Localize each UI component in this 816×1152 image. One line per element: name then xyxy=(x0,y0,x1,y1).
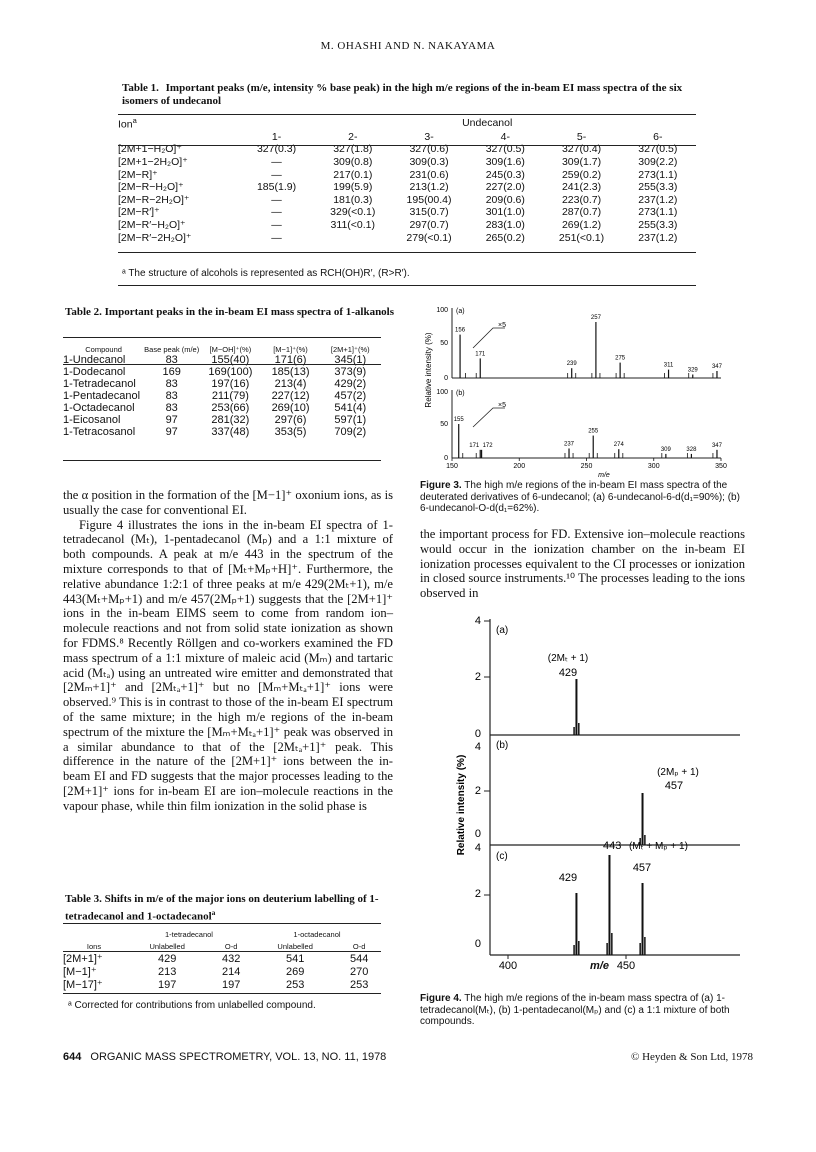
fig4b-panel-label: (b) xyxy=(496,740,509,751)
fig3a-peak-label: 311 xyxy=(663,362,674,369)
footer-copyright: © Heyden & Son Ltd, 1978 xyxy=(630,1051,753,1063)
table3-top-rule xyxy=(63,923,381,924)
fig3a-ytick-50: 50 xyxy=(440,340,448,347)
table1-value-cell: 309(1.7) xyxy=(561,155,602,168)
fig3b-ytick-100: 100 xyxy=(436,389,448,396)
table3-header-rule xyxy=(63,951,381,952)
figure3-caption-text: The high m/e regions of the in-beam EI mass spectra of the deuterated derivatives of 6-undecanol; (a) 6-undecanol-6-d(d₁=90%); (b) 6-undecanol-O-d(d₁=62%). xyxy=(420,480,740,514)
table3-row xyxy=(63,978,381,991)
fig3b-peak-label: 255 xyxy=(588,428,599,435)
table1-group-header: Undecanol xyxy=(462,117,513,130)
fig3b-panel-label: (b) xyxy=(456,390,465,397)
fig3b-ytick-0: 0 xyxy=(444,455,448,462)
fig3b-zoom-label: ×5 xyxy=(498,402,506,409)
fig3b-ytick-50: 50 xyxy=(440,421,448,428)
table1-value-cell: 195(00.4) xyxy=(406,193,452,206)
fig4a-ytick-4: 4 xyxy=(474,615,481,627)
table1-value-cell: 309(0.3) xyxy=(409,155,449,168)
fig3b-peak-label: 237 xyxy=(564,441,575,448)
fig3a-peak-label: 171 xyxy=(475,351,486,358)
fig4-xtick-450: 450 xyxy=(616,960,636,972)
fig4a-annotation: (2Mₜ + 1) xyxy=(547,653,589,664)
fig4c-panel-label: (c) xyxy=(496,851,508,862)
table3-cell: 541 xyxy=(285,952,305,965)
table1-value-cell: 223(0.7) xyxy=(561,193,602,206)
table3-cell: [2M+1]⁺ xyxy=(63,953,103,965)
fig4c-peak-label-457: 457 xyxy=(632,862,652,874)
table3-cell: [M−1]⁺ xyxy=(63,966,97,978)
table1-title xyxy=(122,82,702,108)
table3-cell: 197 xyxy=(157,978,177,991)
table2-cell: 171(6) xyxy=(274,354,307,366)
table3-cell: 253 xyxy=(349,978,369,991)
table1-ion-cell: [2M+1−H₂O]⁺ xyxy=(118,143,182,156)
table1-ion-cell: [2M+1−2H₂O]⁺ xyxy=(118,155,188,168)
table2-cell: 169 xyxy=(162,366,181,378)
fig4b-ytick-0: 0 xyxy=(474,828,481,840)
table1-value-cell: 327(0.5) xyxy=(485,143,525,156)
table3-cell: 213 xyxy=(157,965,177,978)
fig4c-annotation: (Mₜ + Mₚ + 1) xyxy=(629,841,688,852)
table2-cell: 185(13) xyxy=(271,366,310,378)
body-right-column: the important process for FD. Extensive ion–molecule reactions would occur in the ionization chamber on the in-beam EI ionization processes equivalent to the CI processes or ionization in closed source instruments.¹⁰ The processes leading to the ions observed in xyxy=(420,527,745,601)
table2-cell: 97 xyxy=(165,414,178,426)
table3-cell: 253 xyxy=(285,978,305,991)
table1-value-cell: 279(<0.1) xyxy=(406,231,452,244)
running-header: M. OHASHI AND N. NAKAYAMA xyxy=(320,40,496,52)
fig3b-peak-label: 328 xyxy=(686,446,697,453)
fig4-xlabel: m/e xyxy=(590,960,609,972)
table1-value-cell: 297(0.7) xyxy=(409,218,449,231)
table1-row xyxy=(118,219,696,232)
fig3a-panel-label: (a) xyxy=(456,308,465,315)
table1-value-cell: 269(1.2) xyxy=(561,218,602,231)
table2-cell: 227(12) xyxy=(271,390,310,402)
table1-row xyxy=(118,231,696,244)
table2-cell: 429(2) xyxy=(334,378,367,390)
table3-group2: 1-octadecanol xyxy=(293,929,341,939)
table1-bottom-rule xyxy=(118,252,696,253)
fig4b-peak-label: 457 xyxy=(664,780,684,792)
table3 xyxy=(63,928,381,991)
fig4c-ytick-4: 4 xyxy=(474,842,481,854)
table2-cell: 353(5) xyxy=(274,426,307,438)
table1-value-cell: 311(<0.1) xyxy=(330,218,376,231)
footer xyxy=(63,1051,753,1063)
table2-cell: 211(79) xyxy=(211,390,249,402)
fig3b-peak-label: 309 xyxy=(660,446,671,453)
table1-value-cell: 327(1.8) xyxy=(333,143,373,156)
table3-cell: 270 xyxy=(349,965,369,978)
table1: Ion$^a$ Undecanol 1- 2- 3- 4- 5- 6- [2M+1−H₂O]⁺ 327(0.3) 327(1.8) 327(0.6) 327(0.5) 327(0.4) 327(0.5) [2M+1−2H₂O]⁺ — 309(0.8) 309(0.3) 309(1.6) 309(1.7) 309(2.2) [2M−R]⁺ — 217(0.1) 231(0.6) 245(0.3) 259(0.2) 273(1.1) [2M−R−H₂O]⁺ 185(1.9) 199(5.9) 213(1.2) 227(2.0) 241(2.3) 255(3.3) [2M−R−2H₂O]⁺ — 181(0.3) 195(00.4) 209(0.6) 223(0.7) 237(1.2) [2M−R′]⁺ — 329(<0.1) 315(0.7) 301(1.0) 287(0.7) 273(1.1) [2M−R′−H₂O]⁺ — 311(<0.1) 297(0.7) 283(1.0) 269(1.2) 255(3.3) [2M−R′−2H₂O]⁺ — 279(<0.1) 265(0.2) 251(<0.1) 237(1.2) xyxy=(118,116,696,244)
table3-colhead: Unlabelled xyxy=(277,941,313,951)
fig4a-ytick-2: 2 xyxy=(474,671,481,683)
fig4c-ytick-2: 2 xyxy=(474,888,481,900)
table1-value-cell: 209(0.6) xyxy=(485,193,525,206)
table1-value-cell: 315(0.7) xyxy=(409,206,449,219)
table2-colhead: [M−OH]⁺(%) xyxy=(209,345,252,354)
table3-row xyxy=(63,952,381,965)
table1-value-cell: 237(1.2) xyxy=(638,193,678,206)
table1-ion-cell: [2M−R−H₂O]⁺ xyxy=(118,181,184,194)
table2-cell: 337(48) xyxy=(211,426,250,438)
table2-colhead: [M−1]⁺(%) xyxy=(273,345,308,354)
table2-cell: 155(40) xyxy=(211,354,250,366)
body-left-para-1: the α position in the formation of the [M−1]⁺ oxonium ions, as is usually the case for conventional EI. xyxy=(63,488,393,517)
fig3a-peak-label: 275 xyxy=(615,355,626,362)
table1-value-cell: 259(0.2) xyxy=(561,168,602,181)
table2-caption: Important peaks in the in-beam EI mass spectra of 1-alkanols xyxy=(104,306,395,318)
figure4-caption xyxy=(420,993,745,1028)
table2-cell: 1-Octadecanol xyxy=(63,402,135,414)
figure4 xyxy=(420,605,750,975)
table2-cell: 83 xyxy=(165,402,178,414)
table2-row xyxy=(63,414,381,426)
table2-cell: 83 xyxy=(165,354,178,366)
fig3-xtick-label: 150 xyxy=(446,463,458,470)
body-left-column xyxy=(63,488,393,814)
table1-value-cell: 213(1.2) xyxy=(409,181,449,194)
table3-title: Table 3. Shifts in m/e of the major ions on deuterium labelling of 1-tetradecanol and 1-octadecanol$^a$ xyxy=(65,893,379,923)
fig4b-ytick-2: 2 xyxy=(474,785,481,797)
table3-cell: 432 xyxy=(221,952,241,965)
table1-ion-cell: [2M−R′−H₂O]⁺ xyxy=(118,218,186,231)
table2-row xyxy=(63,366,381,378)
table1-colhead: 4- xyxy=(500,130,510,143)
table1-value-cell: 181(0.3) xyxy=(333,193,373,206)
figure4-caption-text: The high m/e regions of the in-beam mass spectra of (a) 1-tetradecanol(Mₜ), (b) 1-pentadecanol(Mₚ) and (c) a 1:1 mixture of both compounds. xyxy=(420,993,730,1027)
table2-colhead: Base peak (m/e) xyxy=(144,345,200,354)
fig3a-peak-label: 329 xyxy=(687,367,698,374)
table1-row xyxy=(118,181,696,194)
table1-value-cell: 217(0.1) xyxy=(333,168,373,181)
table1-row xyxy=(118,168,696,181)
table1-value-cell: 273(1.1) xyxy=(638,168,678,181)
table1-value-cell: 327(0.6) xyxy=(409,143,449,156)
table2-cell: 1-Dodecanol xyxy=(63,366,126,378)
fig4c-ytick-0: 0 xyxy=(474,938,481,950)
figure3 xyxy=(415,300,755,480)
table1-value-cell: 265(0.2) xyxy=(485,231,525,244)
table2-colhead: [2M+1]⁺(%) xyxy=(330,345,370,354)
table2-cell: 281(32) xyxy=(211,414,250,426)
table2-cell: 1-Eicosanol xyxy=(63,414,121,426)
fig4-ylabel: Relative intensity (%) xyxy=(456,754,467,856)
table1-value-cell: 301(1.0) xyxy=(485,206,525,219)
table2-cell: 1-Pentadecanol xyxy=(63,390,141,402)
table2-cell: 457(2) xyxy=(334,390,367,402)
fig3b-peak-label: 171 xyxy=(469,442,480,449)
table2-cell: 83 xyxy=(165,390,178,402)
fig3a-peak-label: 156 xyxy=(455,327,466,334)
table2-cell: 197(16) xyxy=(211,378,250,390)
table1-value-cell: 273(1.1) xyxy=(638,206,678,219)
table2-title xyxy=(65,306,395,319)
table1-value-cell: 227(2.0) xyxy=(485,181,525,194)
table2-header-rule xyxy=(63,364,381,365)
table3-cell: 197 xyxy=(221,978,241,991)
fig3a-zoom-label: ×5 xyxy=(498,322,506,329)
table1-colhead: 1- xyxy=(271,130,282,143)
table1-label: Table 1. xyxy=(122,82,159,94)
table1-value-cell: 237(1.2) xyxy=(638,231,678,244)
footer-page-number: 644 xyxy=(63,1051,82,1063)
table2 xyxy=(63,342,381,438)
fig3-xtick-label: 300 xyxy=(647,463,660,470)
table1-value-cell: 231(0.6) xyxy=(409,168,449,181)
table1-value-cell: 287(0.7) xyxy=(561,206,602,219)
table1-row xyxy=(118,156,696,169)
table2-cell: 1-Undecanol xyxy=(63,354,126,366)
figure3-caption xyxy=(420,480,745,515)
table1-value-cell xyxy=(315,231,391,244)
table1-value-cell: 309(0.8) xyxy=(333,155,373,168)
figure3-caption-label: Figure 3. xyxy=(420,480,462,491)
table3-cell: 269 xyxy=(285,965,305,978)
table2-row xyxy=(63,426,381,438)
fig3a-ytick-0: 0 xyxy=(444,375,448,382)
fig3a-peak-label: 257 xyxy=(590,315,601,321)
table1-value-cell: 245(0.3) xyxy=(485,168,525,181)
fig3b-peak-label: 274 xyxy=(613,442,624,449)
table1-value-cell: — xyxy=(271,218,282,231)
body-left-para-2: Figure 4 illustrates the ions in the in-beam EI spectra of 1-tetradecanol (Mₜ), 1-pentadecanol (Mₚ) and a 1:1 mixture of both compounds. A peak at m/e 443 in the spectrum of the mixture corresponds to that of [Mₜ+Mₚ+H]⁺. Furthermore, the relative abundance 1:2:1 of three peaks at m/e 429(2Mₜ+1), m/e 443(Mₜ+Mₚ+1) and m/e 457(2Mₚ+1) suggests that the [2M+1]⁺ ions in the in-beam EIMS seem to come from random ion–molecule reactions and not from solid state ionization as shown for FDMS.⁸ Recently Röllgen and co-workers examined the FD mass spectrum of a 1:1 mixture of maleic acid (Mₘ) and tartaric acid (Mₜₐ) using an untreated wire emitter and demonstrated that [2Mₘ+1]⁺ and [2Mₜₐ+1]⁺ but no [Mₘ+Mₜₐ+1]⁺ ions were observed.⁹ This is in contrast to those of the in-beam EI spectrum of the same mixture; in the high m/e regions of the in-beam spectrum of the mixture the [Mₘ+Mₜₐ+1]⁺ peak was observed in a similar abundance to that of the [2Mₜₐ+1]⁺ peak. This difference in the nature of the [2M+1]⁺ ions between the in-beam EI and FD suggests that the major processes leading to the [2M+1]⁺ ions for in-beam EI are ion–molecule reactions in the vapour phase, while thin film ionization in the solid phase is xyxy=(63,517,393,813)
table1-value-cell: 327(0.3) xyxy=(256,143,297,156)
table1-value-cell: 255(3.3) xyxy=(638,181,678,194)
table3-colhead: O-d xyxy=(224,941,238,951)
table3-footnote: ᵃ Corrected for contributions from unlabelled compound. xyxy=(68,1000,316,1011)
table3-cell: 544 xyxy=(349,952,369,965)
table2-cell: 1-Tetradecanol xyxy=(63,378,136,390)
fig4c-peak-label-443: 443 xyxy=(603,840,622,852)
table1-value-cell: 309(1.6) xyxy=(485,155,525,168)
table1-top-rule xyxy=(118,114,696,115)
table2-cell: 269(10) xyxy=(271,402,310,414)
table1-footnote: ᵃ The structure of alcohols is represented as RCH(OH)R′, (R>R′). xyxy=(122,268,410,279)
table3-cell: 429 xyxy=(157,952,177,965)
fig3b-peak-label: 172 xyxy=(482,442,493,449)
table2-cell: 297(6) xyxy=(274,414,307,426)
table1-ion-cell: [2M−R′]⁺ xyxy=(118,206,160,219)
fig3-xtick-label: 200 xyxy=(513,463,526,470)
table3-colhead: Unlabelled xyxy=(149,941,185,951)
fig3a-zoom-line xyxy=(473,328,505,348)
table1-value-cell: — xyxy=(271,206,282,219)
table1-caption: Important peaks (m/e, intensity % base peak) in the high m/e regions of the in-beam EI mass spectra of the six isomers of undecanol xyxy=(122,82,683,107)
table2-label: Table 2. xyxy=(65,306,102,318)
fig3b-zoom-line xyxy=(473,408,505,427)
table3-group1: 1-tetradecanol xyxy=(165,929,213,939)
table3-colhead: O-d xyxy=(352,941,366,951)
table3-label: Table 3. xyxy=(65,893,102,905)
fig3-xtick-label: 250 xyxy=(580,463,593,470)
table3-caption: Shifts in m/e of the major ions on deuterium labelling of 1-tetradecanol and 1-octadecanol xyxy=(65,893,379,923)
table2-colhead: Compound xyxy=(85,345,122,354)
table1-ion-header: Ion xyxy=(118,118,133,131)
table2-row xyxy=(63,390,381,402)
fig3-ylabel: Relative intensity (%) xyxy=(424,332,433,408)
table2-row xyxy=(63,378,381,390)
fig4c-peak-label-429: 429 xyxy=(558,872,578,884)
fig3b-peak-label: 155 xyxy=(453,417,464,423)
table2-top-rule xyxy=(63,337,381,338)
table1-value-cell: — xyxy=(271,193,282,206)
table1-ion-cell: [2M−R]⁺ xyxy=(118,168,158,181)
table2-cell: 1-Tetracosanol xyxy=(63,426,136,438)
table1-ion-cell: [2M−R−2H₂O]⁺ xyxy=(118,193,190,206)
table1-value-cell: 255(3.3) xyxy=(638,218,678,231)
table2-cell: 97 xyxy=(165,426,178,438)
table2-cell: 541(4) xyxy=(334,402,367,414)
table3-colhead: Ions xyxy=(86,941,102,951)
table3-cell: 214 xyxy=(221,965,241,978)
table1-row xyxy=(118,206,696,219)
table1-value-cell: 327(0.4) xyxy=(561,143,602,156)
table1-header-rule xyxy=(118,145,696,146)
fig4a-panel-label: (a) xyxy=(496,625,509,636)
table1-value-cell: — xyxy=(271,231,282,244)
table1-value-cell: 283(1.0) xyxy=(485,218,525,231)
fig4a-ytick-0: 0 xyxy=(474,728,481,740)
table1-colhead-spacer xyxy=(118,131,238,144)
table3-cell: [M−17]⁺ xyxy=(63,979,103,991)
table1-footnote-rule xyxy=(118,285,696,286)
table1-value-cell: — xyxy=(271,168,282,181)
table2-bottom-rule xyxy=(63,460,381,461)
table2-cell: 709(2) xyxy=(334,426,367,438)
table2-cell: 83 xyxy=(165,378,178,390)
fig3a-ytick-100: 100 xyxy=(436,307,448,314)
table1-value-cell: 329(<0.1) xyxy=(330,206,376,219)
table1-colhead: 6- xyxy=(653,130,663,143)
table1-value-cell: 251(<0.1) xyxy=(558,231,605,244)
table2-cell: 345(1) xyxy=(334,354,367,366)
fig3a-peak-label: 347 xyxy=(711,364,722,370)
table1-row xyxy=(118,193,696,206)
table2-cell: 373(9) xyxy=(334,366,367,378)
table3-row xyxy=(63,965,381,978)
table2-row xyxy=(63,402,381,414)
fig3b-peak-label: 347 xyxy=(711,442,722,449)
table1-value-cell: 199(5.9) xyxy=(333,181,373,194)
table1-value-cell: 241(2.3) xyxy=(561,181,602,194)
fig3-xtick-label: 350 xyxy=(715,463,727,470)
table1-value-cell: 327(0.5) xyxy=(638,143,678,156)
table1-value-cell: — xyxy=(271,155,282,168)
table2-cell: 169(100) xyxy=(208,366,253,378)
table1-ion-cell: [2M−R′−2H₂O]⁺ xyxy=(118,231,192,244)
table1-colhead: 2- xyxy=(348,130,358,143)
table2-cell: 213(4) xyxy=(274,378,307,390)
fig3-xlabel: m/e xyxy=(598,472,610,479)
footer-journal: ORGANIC MASS SPECTROMETRY, VOL. 13, NO. 11, 1978 xyxy=(90,1051,387,1063)
table2-cell: 253(66) xyxy=(211,402,250,414)
figure4-caption-label: Figure 4. xyxy=(420,993,462,1004)
fig3a-peak-label: 239 xyxy=(566,361,577,368)
fig4b-annotation: (2Mₚ + 1) xyxy=(657,767,699,778)
table1-colhead: 3- xyxy=(424,130,434,143)
fig4-xtick-400: 400 xyxy=(498,960,518,972)
table1-colhead: 5- xyxy=(576,130,587,143)
fig4b-ytick-4: 4 xyxy=(474,741,481,753)
fig4a-peak-label: 429 xyxy=(558,667,578,679)
table1-value-cell: 309(2.2) xyxy=(638,155,678,168)
table1-value-cell: 185(1.9) xyxy=(256,181,297,194)
table3-bottom-rule xyxy=(63,993,381,994)
table2-cell: 597(1) xyxy=(334,414,367,426)
